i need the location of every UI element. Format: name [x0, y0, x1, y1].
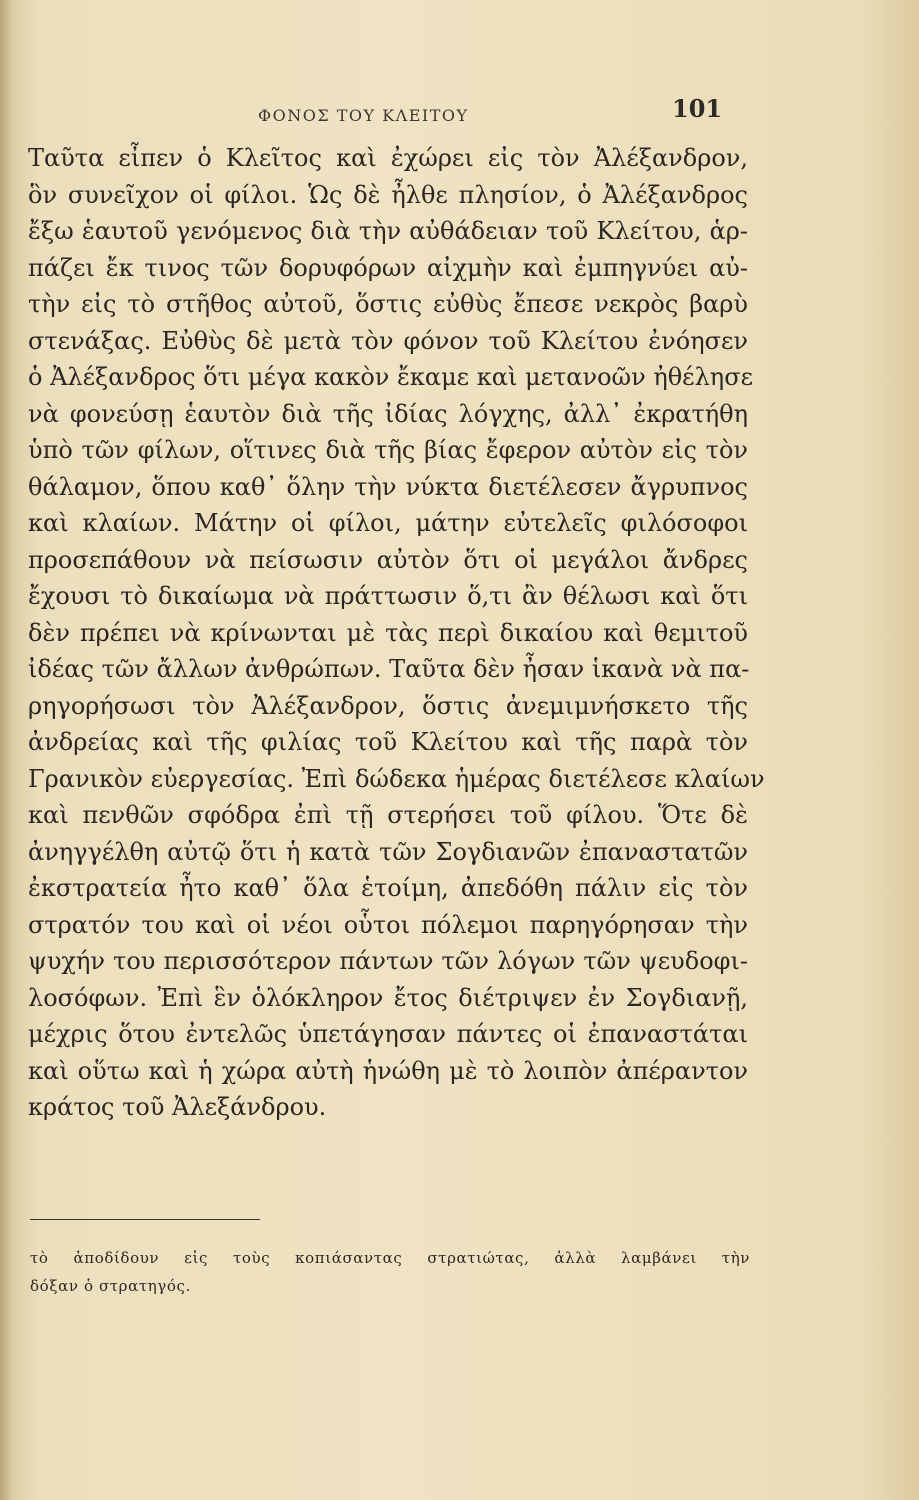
text-line: καὶ οὕτω καὶ ἡ χώρα αὐτὴ ἡνώθη μὲ τὸ λοιπὸν ἀπέραντον [28, 1056, 748, 1085]
text-line: ψυχήν του περισσότερον πάντων τῶν λόγων τῶν ψευδοφι- [28, 947, 748, 975]
text-line: ὁ Ἀλέξανδρος ὅτι μέγα κακὸν ἔκαμε καὶ μετανοῶν ἠθέλησε [28, 363, 754, 391]
footnote-rule [30, 1219, 260, 1220]
text-line: ἐκστρατεία ἦτο καθ᾽ ὅλα ἑτοίμη, ἀπεδόθη πάλιν εἰς τὸν [28, 874, 748, 902]
text-line: καὶ πενθῶν σφόδρα ἐπὶ τῇ στερήσει τοῦ φίλου. Ὅτε δὲ [28, 801, 748, 829]
page-header [0, 92, 919, 132]
text-line: πάζει ἔκ τινος τῶν δορυφόρων αἰχμὴν καὶ ἐμπηγνύει αὐ- [28, 253, 748, 282]
text-line: ἀνηγγέλθη αὐτῷ ὅτι ἡ κατὰ τῶν Σογδιανῶν ἐπαναστατῶν [28, 837, 748, 866]
footnote-line: τὸ ἀποδίδουν εἰς τοὺς κοπιάσαντας στρατιώτας, ἀλλὰ λαμβάνει τὴν [30, 1249, 750, 1267]
page-number: 101 [672, 94, 723, 123]
text-line: δὲν πρέπει νὰ κρίνωνται μὲ τὰς περὶ δικαίου καὶ θεμιτοῦ [28, 618, 748, 647]
page-binding-edge [0, 0, 14, 1500]
text-line: στενάξας. Εὐθὺς δὲ μετὰ τὸν φόνον τοῦ Κλείτου ἐνόησεν [28, 326, 748, 355]
text-line: ἰδέας τῶν ἄλλων ἀνθρώπων. Ταῦτα δὲν ἦσαν ἱκανὰ νὰ πα- [28, 655, 750, 683]
text-line: τὴν εἰς τὸ στῆθος αὐτοῦ, ὅστις εὐθὺς ἔπεσε νεκρὸς βαρὺ [28, 290, 748, 318]
text-line: καὶ κλαίων. Μάτην οἱ φίλοι, μάτην εὐτελεῖς φιλόσοφοι [28, 509, 748, 537]
text-line: ἀνδρείας καὶ τῆς φιλίας τοῦ Κλείτου καὶ τῆς παρὰ τὸν [28, 728, 748, 756]
text-line: θάλαμον, ὅπου καθ᾽ ὅλην τὴν νύκτα διετέλεσεν ἄγρυπνος [28, 472, 748, 501]
footnote-line: δόξαν ὁ στρατηγός. [30, 1277, 191, 1295]
text-line: προσεπάθουν νὰ πείσωσιν αὐτὸν ὅτι οἱ μεγάλοι ἄνδρες [28, 545, 748, 574]
text-line: μέχρις ὅτου ἐντελῶς ὑπετάγησαν πάντες οἱ ἐπαναστάται [28, 1020, 748, 1048]
running-title: ΦΟΝΟΣ ΤΟΥ ΚΛΕΙΤΟΥ [258, 106, 469, 125]
text-line: ὃν συνεῖχον οἱ φίλοι. Ὡς δὲ ἦλθε πλησίον, ὁ Ἀλέξανδρος [28, 180, 748, 209]
footnote [30, 1244, 750, 1300]
text-line: ἔχουσι τὸ δικαίωμα νὰ πράττωσιν ὅ,τι ἂν θέλωσι καὶ ὅτι [28, 582, 748, 610]
text-line: Ταῦτα εἶπεν ὁ Κλεῖτος καὶ ἐχώρει εἰς τὸν Ἀλέξανδρον, [28, 144, 748, 172]
text-line: κράτος τοῦ Ἀλεξάνδρου. [28, 1093, 327, 1121]
text-line: νὰ φονεύσῃ ἑαυτὸν διὰ τῆς ἰδίας λόγχης, ἀλλ᾽ ἐκρατήθη [28, 399, 748, 428]
text-line: Γρανικὸν εὐεργεσίας. Ἐπὶ δώδεκα ἡμέρας διετέλεσε κλαίων [28, 764, 765, 793]
text-line: ὑπὸ τῶν φίλων, οἵτινες διὰ τῆς βίας ἔφερον αὐτὸν εἰς τὸν [28, 436, 748, 464]
text-line: στρατόν του καὶ οἱ νέοι οὗτοι πόλεμοι παρηγόρησαν τὴν [28, 910, 748, 939]
text-line: λοσόφων. Ἐπὶ ἓν ὁλόκληρον ἔτος διέτριψεν ἐν Σογδιανῇ, [28, 983, 748, 1012]
text-line: ἔξω ἑαυτοῦ γενόμενος διὰ τὴν αὐθάδειαν τοῦ Κλείτου, ἁρ- [28, 217, 748, 245]
text-line: ρηγορήσωσι τὸν Ἀλέξανδρον, ὅστις ἀνεμιμνήσκετο τῆς [28, 691, 748, 720]
body-text [28, 140, 765, 1126]
